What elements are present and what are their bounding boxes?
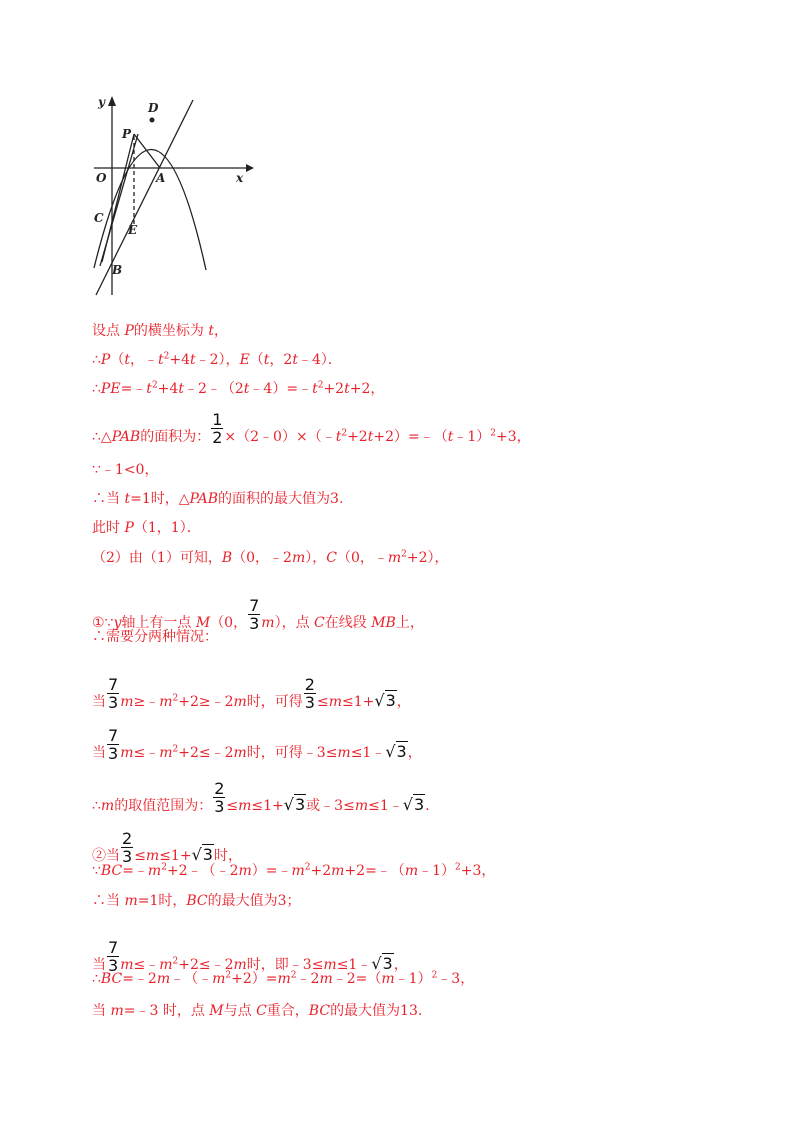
denominator: 2 bbox=[212, 428, 223, 447]
text: ），点 bbox=[274, 615, 315, 631]
text: （0，﹣ bbox=[336, 550, 388, 566]
sqrt-symbol: √3 bbox=[402, 795, 425, 814]
fraction bbox=[211, 411, 223, 446]
text: （2）由（1）可知， bbox=[92, 550, 222, 566]
var: y bbox=[113, 615, 122, 631]
text: 当 bbox=[92, 957, 106, 973]
text: 时， bbox=[213, 848, 242, 864]
var: t bbox=[344, 381, 350, 397]
text: ≤ bbox=[226, 798, 239, 814]
radicand: 3 bbox=[294, 795, 306, 814]
var: m bbox=[381, 971, 395, 987]
numerator: 2 bbox=[304, 675, 315, 694]
text: ≤﹣ bbox=[133, 745, 160, 761]
var: P bbox=[124, 323, 134, 339]
var: m bbox=[147, 863, 162, 879]
text: ∴ bbox=[92, 381, 101, 397]
var: M bbox=[195, 615, 211, 631]
numerator: 2 bbox=[214, 779, 225, 798]
text: 当 bbox=[92, 745, 106, 761]
solution-line-17 bbox=[92, 939, 408, 974]
solution-line-6 bbox=[92, 490, 343, 508]
text: （ bbox=[110, 352, 125, 368]
numerator: 2 bbox=[122, 829, 133, 848]
var: m bbox=[159, 694, 173, 710]
var: m bbox=[291, 550, 306, 566]
exponent: 2 bbox=[431, 970, 438, 981]
text: 上， bbox=[395, 615, 424, 631]
text: ≤1+ bbox=[251, 798, 284, 814]
solution-line-12 bbox=[92, 727, 422, 762]
var: m bbox=[238, 798, 252, 814]
var: PE bbox=[100, 381, 121, 397]
text: ②当 bbox=[92, 848, 120, 864]
numerator: 7 bbox=[108, 675, 119, 694]
var: m bbox=[291, 863, 305, 879]
denominator: 3 bbox=[214, 797, 225, 816]
text: ， bbox=[407, 745, 422, 761]
solution-line-9 bbox=[92, 597, 424, 632]
var: P bbox=[124, 520, 134, 536]
text: ﹣2=（ bbox=[332, 971, 382, 987]
sqrt-symbol: √3 bbox=[283, 795, 306, 814]
var: t bbox=[243, 381, 250, 397]
text: =1时， bbox=[137, 893, 187, 909]
text: ﹣3， bbox=[437, 971, 475, 987]
text: 时，可得 bbox=[246, 694, 303, 710]
text: （1，1）． bbox=[133, 520, 201, 536]
var: m bbox=[159, 957, 173, 973]
text: ﹣1） bbox=[394, 971, 432, 987]
text: +2）， bbox=[406, 550, 449, 566]
exponent: 2 bbox=[163, 351, 170, 362]
fraction bbox=[107, 939, 119, 974]
var: m bbox=[261, 615, 275, 631]
var: t bbox=[292, 352, 298, 368]
fraction bbox=[304, 676, 316, 711]
var: C bbox=[326, 550, 337, 566]
text: ）， bbox=[305, 550, 327, 566]
var: BC bbox=[100, 863, 123, 879]
denominator: 3 bbox=[304, 693, 315, 712]
radicand: 3 bbox=[382, 954, 393, 973]
text: +2， bbox=[349, 381, 385, 397]
label-p: P bbox=[122, 127, 132, 141]
var: m bbox=[233, 745, 247, 761]
text: （0，﹣2 bbox=[232, 550, 292, 566]
solution-line-18 bbox=[92, 970, 474, 988]
text: +4 bbox=[169, 352, 190, 368]
var: BC bbox=[100, 971, 123, 987]
text: +4 bbox=[157, 381, 179, 397]
solution-line-16 bbox=[92, 892, 301, 910]
numerator: 7 bbox=[249, 596, 260, 615]
sqrt-symbol: √3 bbox=[385, 742, 407, 761]
text: +2）=﹣（ bbox=[373, 429, 448, 445]
solution-line-19 bbox=[92, 1002, 422, 1020]
sqrt-symbol: √3 bbox=[371, 954, 393, 973]
var: t bbox=[335, 429, 342, 445]
denominator: 3 bbox=[249, 614, 260, 633]
radicand: 3 bbox=[396, 742, 407, 761]
text: +3， bbox=[460, 863, 496, 879]
exponent: 2 bbox=[172, 956, 179, 967]
label-d: D bbox=[148, 101, 159, 115]
text: 的取值范围为： bbox=[114, 798, 213, 814]
text: ≤1+ bbox=[159, 848, 192, 864]
var: m bbox=[233, 957, 247, 973]
var: m bbox=[124, 893, 138, 909]
numerator: 1 bbox=[212, 410, 223, 429]
text: ﹣（﹣ bbox=[170, 971, 213, 987]
solution-line-1 bbox=[92, 322, 228, 340]
text: 当 bbox=[92, 1003, 111, 1019]
line-cp-2 bbox=[100, 134, 138, 266]
label-y: y bbox=[98, 95, 105, 109]
text: ∴△ bbox=[92, 429, 112, 445]
text: ≤ bbox=[316, 694, 329, 710]
var: t bbox=[367, 429, 374, 445]
exponent: 2 bbox=[161, 862, 167, 873]
fraction bbox=[107, 727, 119, 762]
var: B bbox=[221, 550, 233, 566]
exponent: 2 bbox=[455, 862, 461, 873]
var: C bbox=[256, 1003, 267, 1019]
text: ≤﹣ bbox=[133, 957, 160, 973]
sqrt-symbol: √3 bbox=[374, 691, 396, 710]
solution-line-11 bbox=[92, 676, 411, 711]
label-o: O bbox=[96, 171, 107, 185]
line-ba bbox=[96, 100, 193, 295]
label-b: B bbox=[112, 263, 123, 277]
text: 当 bbox=[92, 694, 106, 710]
exponent: 2 bbox=[151, 380, 158, 391]
text: （ bbox=[249, 352, 264, 368]
var: t bbox=[124, 491, 131, 507]
text: +2=﹣（ bbox=[344, 863, 405, 879]
text: =﹣3 时，点 bbox=[123, 1003, 210, 1019]
text: =﹣2 bbox=[122, 971, 157, 987]
denominator: 3 bbox=[108, 956, 119, 975]
text: 与点 bbox=[223, 1003, 257, 1019]
var: t bbox=[146, 381, 152, 397]
var: m bbox=[323, 957, 337, 973]
text: 的横坐标为 bbox=[133, 323, 209, 339]
exponent: 2 bbox=[304, 862, 311, 873]
var: E bbox=[239, 352, 250, 368]
text: ∴ bbox=[92, 352, 101, 368]
var: t bbox=[312, 381, 318, 397]
var: m bbox=[337, 745, 351, 761]
label-a: A bbox=[156, 171, 166, 185]
text: 时，可得﹣3≤ bbox=[246, 745, 338, 761]
var: BC bbox=[308, 1003, 331, 1019]
text: =﹣ bbox=[122, 863, 148, 879]
text: 重合， bbox=[266, 1003, 309, 1019]
sqrt-symbol: √3 bbox=[191, 845, 213, 864]
var: m bbox=[277, 971, 291, 987]
text: 的面积为： bbox=[140, 429, 211, 445]
var: MB bbox=[371, 615, 396, 631]
var: m bbox=[233, 694, 247, 710]
var: m bbox=[120, 957, 134, 973]
radicand: 3 bbox=[413, 795, 425, 814]
text: ， bbox=[396, 694, 411, 710]
var: PAB bbox=[189, 491, 219, 507]
text: ，﹣ bbox=[129, 352, 158, 368]
text: . bbox=[425, 798, 430, 814]
text: （0， bbox=[210, 615, 248, 631]
text: ≤ bbox=[134, 848, 146, 864]
solution-line-15 bbox=[92, 862, 495, 880]
text: 或﹣3≤ bbox=[306, 798, 355, 814]
text: ∵﹣1<0， bbox=[92, 462, 159, 478]
exponent: 2 bbox=[317, 380, 324, 391]
text: +2≥﹣2 bbox=[178, 694, 234, 710]
text: ﹣2 bbox=[296, 971, 320, 987]
var: m bbox=[354, 798, 369, 814]
text: ﹣2）， bbox=[195, 352, 240, 368]
text: ≤1﹣ bbox=[368, 798, 403, 814]
solution-line-14 bbox=[92, 830, 242, 865]
text: 时，即﹣3≤ bbox=[246, 957, 324, 973]
text: 在线段 bbox=[324, 615, 372, 631]
text: 设点 bbox=[92, 323, 125, 339]
solution-line-13 bbox=[92, 780, 430, 815]
var: m bbox=[120, 694, 134, 710]
denominator: 3 bbox=[122, 847, 133, 866]
text: =﹣ bbox=[120, 381, 147, 397]
text: ∴当 bbox=[92, 893, 125, 909]
var: m bbox=[120, 745, 134, 761]
numerator: 7 bbox=[108, 726, 119, 745]
text: ∴需要分两种情况： bbox=[92, 629, 218, 645]
text: ， bbox=[393, 957, 408, 973]
solution-line-2 bbox=[92, 351, 342, 369]
exponent: 2 bbox=[401, 549, 407, 560]
radicand: 3 bbox=[385, 691, 396, 710]
text: ﹣1） bbox=[453, 429, 491, 445]
var: m bbox=[328, 694, 342, 710]
var: m bbox=[110, 1003, 124, 1019]
var: t bbox=[178, 381, 184, 397]
solution-line-4 bbox=[92, 411, 531, 446]
text: 轴上有一点 bbox=[121, 615, 196, 631]
radicand: 3 bbox=[202, 845, 213, 864]
var: M bbox=[209, 1003, 224, 1019]
text: +2≤﹣2 bbox=[178, 745, 234, 761]
parabola-figure bbox=[88, 90, 258, 300]
text: ①∵ bbox=[92, 615, 114, 631]
y-axis-arrow bbox=[108, 96, 116, 106]
text: ≥﹣ bbox=[133, 694, 160, 710]
text: ≤1﹣ bbox=[350, 745, 386, 761]
var: m bbox=[156, 971, 171, 987]
text: ）=﹣ bbox=[251, 863, 292, 879]
var: t bbox=[157, 352, 164, 368]
text: 的最大值为13. bbox=[330, 1003, 423, 1019]
text: =1时，△ bbox=[130, 491, 190, 507]
numerator: 7 bbox=[108, 938, 119, 957]
text: ， bbox=[213, 323, 228, 339]
text: 此时 bbox=[92, 520, 125, 536]
text: ﹣1） bbox=[418, 863, 456, 879]
var: t bbox=[208, 323, 214, 339]
var: t bbox=[190, 352, 196, 368]
var: PAB bbox=[111, 429, 141, 445]
exponent: 2 bbox=[341, 428, 348, 439]
text: ∴ bbox=[92, 798, 101, 814]
text: ﹣2﹣（2 bbox=[183, 381, 244, 397]
fraction bbox=[248, 597, 260, 632]
text: ×（2﹣0）×（﹣ bbox=[224, 429, 336, 445]
text: +2 bbox=[310, 863, 332, 879]
x-axis-arrow bbox=[246, 164, 254, 172]
label-e: E bbox=[128, 223, 138, 237]
var: BC bbox=[186, 893, 208, 909]
var: m bbox=[238, 863, 252, 879]
solution-line-10 bbox=[92, 628, 218, 646]
solution-line-7 bbox=[92, 519, 201, 537]
exponent: 2 bbox=[290, 970, 297, 981]
label-c: C bbox=[94, 211, 104, 225]
var: m bbox=[159, 745, 173, 761]
var: m bbox=[387, 550, 402, 566]
var: m bbox=[331, 863, 345, 879]
var: m bbox=[404, 863, 419, 879]
var: m bbox=[100, 798, 115, 814]
var: m bbox=[212, 971, 226, 987]
text: +3， bbox=[496, 429, 531, 445]
text: +2）= bbox=[231, 971, 278, 987]
text: ∴当 bbox=[92, 491, 125, 507]
var: m bbox=[319, 971, 333, 987]
text: ∴ bbox=[92, 971, 101, 987]
var: t bbox=[447, 429, 454, 445]
text: +2﹣（﹣2 bbox=[166, 863, 239, 879]
var: C bbox=[314, 615, 325, 631]
solution-line-5 bbox=[92, 461, 158, 479]
text: +2≤﹣2 bbox=[178, 957, 234, 973]
fraction bbox=[107, 676, 119, 711]
text: ≤1﹣ bbox=[336, 957, 372, 973]
denominator: 3 bbox=[108, 693, 119, 712]
exponent: 2 bbox=[490, 428, 497, 439]
label-x: x bbox=[236, 171, 244, 185]
exponent: 2 bbox=[225, 970, 232, 981]
var: t bbox=[263, 352, 270, 368]
exponent: 2 bbox=[172, 744, 179, 755]
fraction bbox=[121, 830, 133, 865]
text: 的面积的最大值为3. bbox=[218, 491, 344, 507]
fraction bbox=[213, 780, 225, 815]
text: ﹣4）=﹣ bbox=[249, 381, 313, 397]
solution-line-3 bbox=[92, 380, 384, 398]
var: P bbox=[100, 352, 111, 368]
var: t bbox=[124, 352, 130, 368]
text: ﹣4）． bbox=[298, 352, 342, 368]
text: 的最大值为3； bbox=[207, 893, 301, 909]
exponent: 2 bbox=[172, 693, 179, 704]
var: m bbox=[145, 848, 160, 864]
denominator: 3 bbox=[108, 744, 119, 763]
text: +2 bbox=[347, 429, 368, 445]
text: +2 bbox=[323, 381, 345, 397]
solution-line-8 bbox=[92, 549, 449, 567]
point-d bbox=[150, 118, 155, 123]
text: ≤1+ bbox=[341, 694, 375, 710]
text: ，2 bbox=[269, 352, 293, 368]
text: ∵ bbox=[92, 863, 101, 879]
